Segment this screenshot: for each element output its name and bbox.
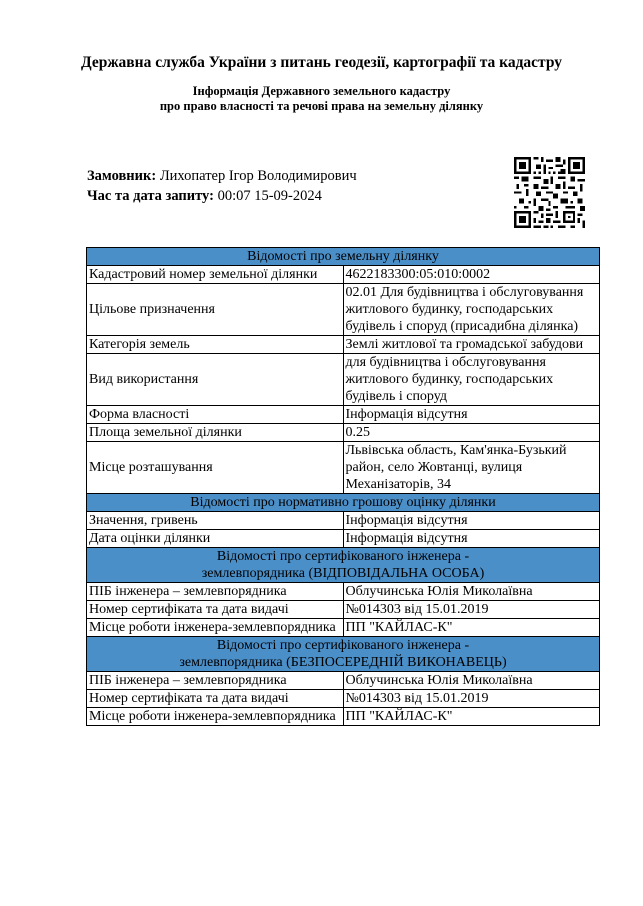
cadastre-info-table: [86, 247, 600, 726]
row-label: Категорія земель: [87, 336, 344, 354]
row-value: ПП "КАЙЛАС-К": [343, 708, 600, 726]
row-value: 0.25: [343, 424, 600, 442]
section-title: [87, 548, 600, 583]
row-value: №014303 від 15.01.2019: [343, 690, 600, 708]
row-label: Місце роботи інженера-землевпорядника: [87, 619, 344, 637]
section-title: [87, 637, 600, 672]
section-header-engineer-responsible: [87, 548, 600, 583]
row-value: 02.01 Для будівництва і обслуговування житлового будинку, господарських будівель і споруд (присадибна ділянка): [343, 284, 600, 336]
request-time-label: Час та дата запиту:: [87, 188, 214, 204]
section-title-line-2: землевпорядника (БЕЗПОСЕРЕДНІЙ ВИКОНАВЕЦЬ): [179, 655, 507, 670]
row-label: Цільове призначення: [87, 284, 344, 336]
table-row: [87, 354, 600, 406]
row-value: Інформація відсутня: [343, 512, 600, 530]
row-value: Львівська область, Кам'янка-Бузький район, село Жовтанці, вулиця Механізаторів, 34: [343, 442, 600, 494]
row-label: Номер сертифіката та дата видачі: [87, 601, 344, 619]
table-row: [87, 530, 600, 548]
table-row: [87, 442, 600, 494]
row-label: Площа земельної ділянки: [87, 424, 344, 442]
request-info: [87, 166, 357, 206]
section-title: Відомості про нормативно грошову оцінку ділянки: [87, 494, 600, 512]
row-value: 4622183300:05:010:0002: [343, 266, 600, 284]
table-row: [87, 672, 600, 690]
document-title: Державна служба України з питань геодезії, картографії та кадастру: [80, 54, 563, 71]
row-value: ПП "КАЙЛАС-К": [343, 619, 600, 637]
section-title-line-2: землевпорядника (ВІДПОВІДАЛЬНА ОСОБА): [201, 566, 485, 581]
table-row: [87, 284, 600, 336]
row-label: Місце розташування: [87, 442, 344, 494]
row-value: Інформація відсутня: [343, 530, 600, 548]
section-title-line-1: Відомості про сертифікованого інженера -: [216, 638, 470, 653]
row-label: Дата оцінки ділянки: [87, 530, 344, 548]
table-row: [87, 406, 600, 424]
section-header-land: [87, 248, 600, 266]
qr-code-icon: [514, 157, 585, 228]
row-value: Облучинська Юлія Миколаївна: [343, 583, 600, 601]
row-label: Форма власності: [87, 406, 344, 424]
row-label: Кадастровий номер земельної ділянки: [87, 266, 344, 284]
section-header-engineer-executor: [87, 637, 600, 672]
table-row: [87, 583, 600, 601]
request-time-line: [87, 186, 357, 206]
section-header-valuation: [87, 494, 600, 512]
section-title-line-1: Відомості про сертифікованого інженера -: [216, 549, 470, 564]
table-row: [87, 619, 600, 637]
request-time-value: 00:07 15-09-2024: [217, 188, 322, 204]
row-label: Значення, гривень: [87, 512, 344, 530]
row-label: Вид використання: [87, 354, 344, 406]
row-label: ПІБ інженера – землевпорядника: [87, 672, 344, 690]
table-row: [87, 266, 600, 284]
row-value: для будівництва і обслуговування житлового будинку, господарських будівель і споруд: [343, 354, 600, 406]
table-row: [87, 336, 600, 354]
customer-name: Лихопатер Ігор Володимирович: [159, 168, 357, 184]
row-label: Номер сертифіката та дата видачі: [87, 690, 344, 708]
table-row: [87, 601, 600, 619]
customer-label: Замовник:: [87, 168, 157, 184]
table-row: [87, 708, 600, 726]
row-value: Облучинська Юлія Миколаївна: [343, 672, 600, 690]
subtitle-line-1: Інформація Державного земельного кадастру: [192, 84, 451, 98]
table-row: [87, 424, 600, 442]
row-label: ПІБ інженера – землевпорядника: [87, 583, 344, 601]
row-value: №014303 від 15.01.2019: [343, 601, 600, 619]
row-label: Місце роботи інженера-землевпорядника: [87, 708, 344, 726]
table-row: [87, 690, 600, 708]
row-value: Інформація відсутня: [343, 406, 600, 424]
section-title: Відомості про земельну ділянку: [87, 248, 600, 266]
row-value: Землі житлової та громадської забудови: [343, 336, 600, 354]
document-subtitle: [0, 84, 643, 114]
subtitle-line-2: про право власності та речові права на земельну ділянку: [159, 99, 484, 113]
customer-line: [87, 166, 357, 186]
table-row: [87, 512, 600, 530]
